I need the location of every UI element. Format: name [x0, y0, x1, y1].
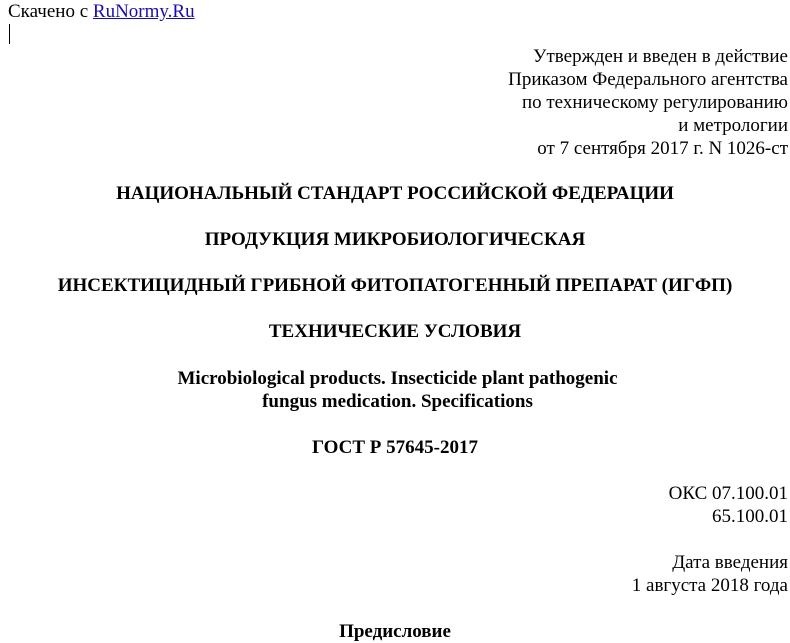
english-title-line-1: Microbiological products. Insecticide plant pathogenic	[177, 368, 618, 389]
preface-heading: Предисловие	[339, 621, 451, 642]
introduction-date-value: 1 августа 2018 года	[631, 575, 788, 596]
approval-line-4: и метрологии	[678, 115, 788, 136]
approval-line-5: от 7 сентября 2017 г. N 1026-ст	[537, 138, 788, 159]
introduction-date-block	[632, 551, 788, 597]
oks-codes	[669, 482, 788, 528]
approval-line-3: по техническому регулированию	[521, 92, 788, 113]
download-source-line	[8, 0, 195, 23]
product-category-heading: ПРОДУКЦИЯ МИКРОБИОЛОГИЧЕСКАЯ	[204, 229, 586, 250]
english-title	[0, 367, 790, 413]
oks-code-1: ОКС 07.100.01	[668, 483, 788, 504]
text-cursor	[9, 24, 10, 44]
product-name-heading: ИНСЕКТИЦИДНЫЙ ГРИБНОЙ ФИТОПАТОГЕННЫЙ ПРЕПАРАТ (ИГФП)	[57, 275, 733, 296]
standard-type-heading: НАЦИОНАЛЬНЫЙ СТАНДАРТ РОССИЙСКОЙ ФЕДЕРАЦИИ	[116, 183, 674, 204]
gost-number: ГОСТ Р 57645-2017	[312, 437, 478, 458]
download-source-label: Скачено с	[8, 1, 93, 22]
introduction-date-label: Дата введения	[672, 552, 788, 573]
technical-conditions-heading: ТЕХНИЧЕСКИЕ УСЛОВИЯ	[268, 321, 522, 342]
approval-block	[508, 45, 788, 160]
approval-line-2: Приказом Федерального агентства	[508, 69, 788, 90]
runormy-link[interactable]: RuNormy.Ru	[92, 1, 195, 22]
approval-line-1: Утвержден и введен в действие	[533, 46, 788, 67]
english-title-line-2: fungus medication. Specifications	[262, 391, 533, 412]
oks-code-2: 65.100.01	[712, 506, 788, 527]
